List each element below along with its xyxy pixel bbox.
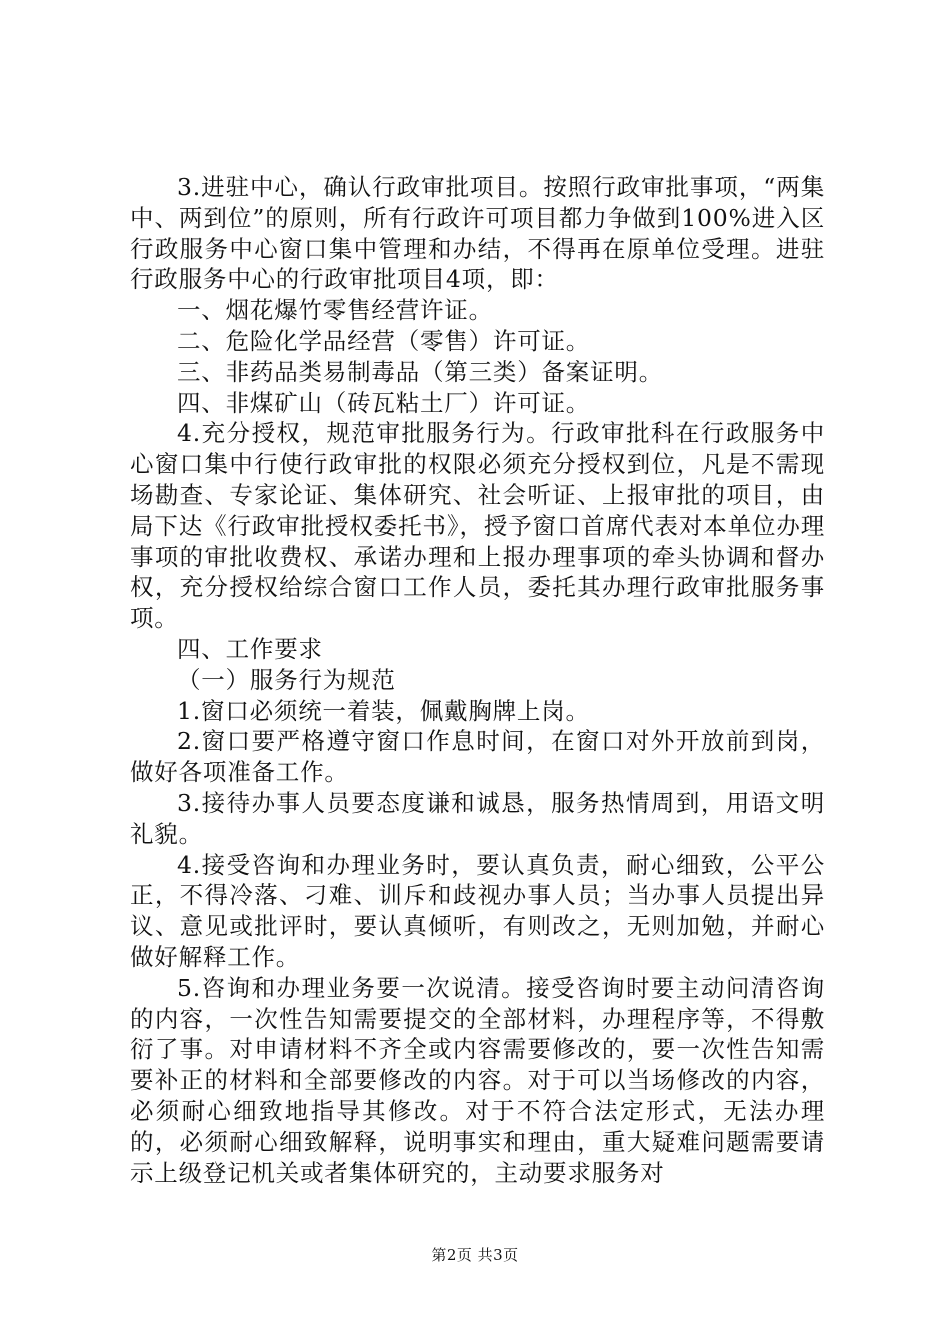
section-heading-work-requirements: 四、工作要求 [177,634,323,663]
paragraph-rule-3: 3.接待办事人员要态度谦和诚恳，服务热情周到，用语文明礼貌。 [130,788,825,848]
subsection-heading-service-conduct: （一）服务行为规范 [177,665,396,694]
paragraph-rule-4: 4.接受咨询和办理业务时，要认真负责，耐心细致，公平公正，不得冷落、刁难、训斥和歧视办事人员；当办事人员提出异议、意见或批评时，要认真倾听，有则改之，无则加勉，并耐心做好解释工作。 [130,850,825,971]
paragraph-rule-2: 2.窗口要严格遵守窗口作息时间，在窗口对外开放前到岗，做好各项准备工作。 [130,727,825,787]
paragraph-item-4-authorization: 4.充分授权，规范审批服务行为。行政审批科在行政服务中心窗口集中行使行政审批的权限必须充分授权到位，凡是不需现场勘查、专家论证、集体研究、社会听证、上报审批的项目，由局下达《行政审批授权委托书》，授予窗口首席代表对本单位办理事项的审批收费权、承诺办理和上报办理事项的牵头协调和督办权，充分授权给综合窗口工作人员，委托其办理行政审批服务事项。 [130,419,825,633]
paragraph-list-item-3: 三、非药品类易制毒品（第三类）备案证明。 [177,357,663,386]
paragraph-list-item-4: 四、非煤矿山（砖瓦粘土厂）许可证。 [177,388,591,417]
paragraph-rule-1: 1.窗口必须统一着装，佩戴胸牌上岗。 [177,696,590,725]
paragraph-rule-5: 5.咨询和办理业务要一次说清。接受咨询时要主动问清咨询的内容，一次性告知需要提交的全部材料，办理程序等，不得敷衍了事。对申请材料不齐全或内容需要修改的，要一次性告知需要补正的材料和全部要修改的内容。对于可以当场修改的内容，必须耐心细致地指导其修改。对于不符合法定形式，无法办理的，必须耐心细致解释，说明事实和理由，重大疑难问题需要请示上级登记机关或者集体研究的，主动要求服务对 [130,973,825,1187]
document-body [130,172,825,1188]
paragraph-item-3-entry: 3.进驻中心，确认行政审批项目。按照行政审批事项，“两集中、两到位”的原则，所有行政许可项目都力争做到100%进入区行政服务中心窗口集中管理和办结，不得再在原单位受理。进驻行政服务中心的行政审批项目4项，即： [130,173,825,294]
paragraph-list-item-2: 二、危险化学品经营（零售）许可证。 [177,326,591,355]
page-footer: 第2页 共3页 [431,1246,519,1264]
paragraph-list-item-1: 一、烟花爆竹零售经营许证。 [177,296,493,325]
